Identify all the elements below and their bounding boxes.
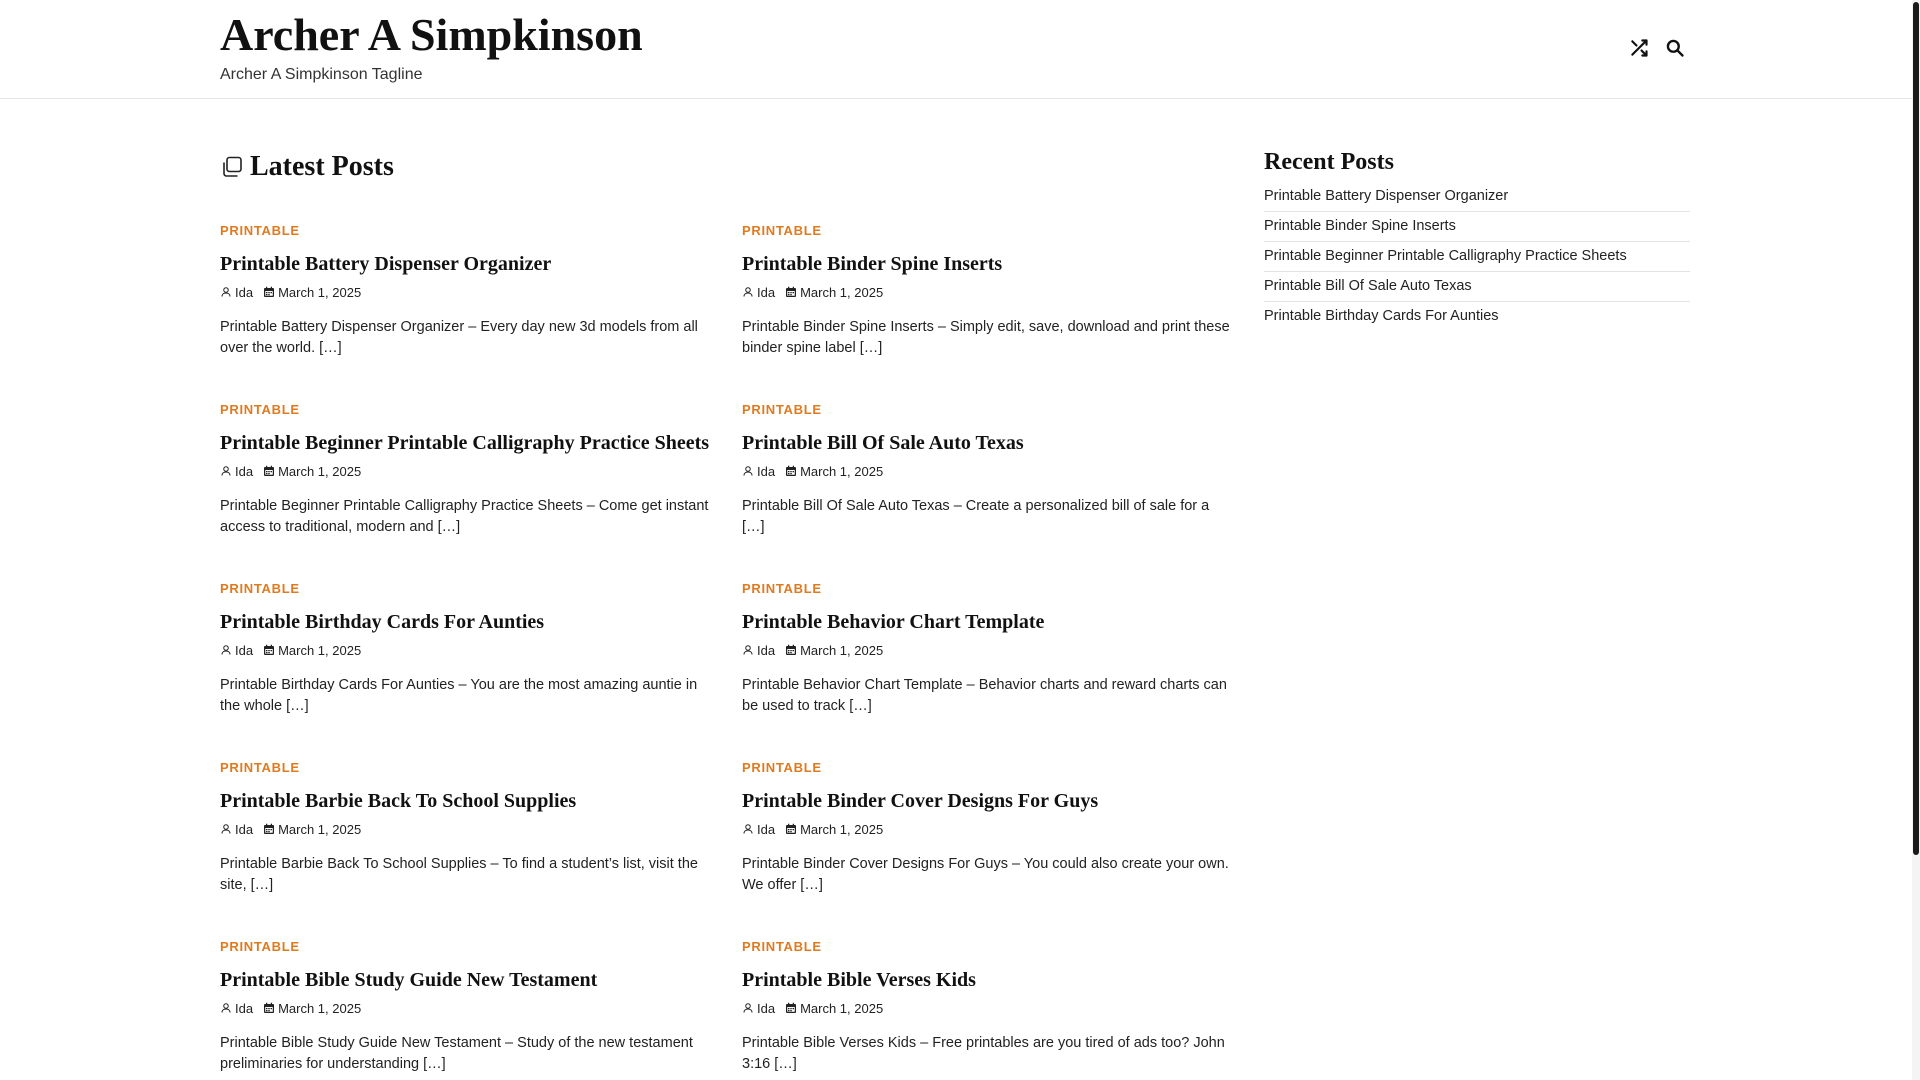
post-excerpt: Printable Birthday Cards For Aunties – You are the most amazing auntie in the whole […] [220, 677, 698, 714]
post-category[interactable]: PRINTABLE [220, 223, 300, 238]
post-date-text[interactable]: March 1, 2025 [800, 284, 884, 300]
post-author-name[interactable]: Ida [235, 284, 254, 300]
post-date[interactable] [785, 822, 883, 837]
post-date-text[interactable]: March 1, 2025 [278, 1000, 362, 1016]
post-excerpt: Printable Behavior Chart Template – Behavior charts and reward charts can be used to track […] [742, 677, 1227, 714]
post-date-text[interactable]: March 1, 2025 [800, 821, 884, 837]
post-category[interactable]: PRINTABLE [220, 402, 300, 417]
calendar-icon [785, 465, 797, 477]
calendar-icon [263, 823, 275, 835]
post-title[interactable]: Printable Binder Spine Inserts [742, 253, 1003, 275]
post-category[interactable]: PRINTABLE [742, 760, 822, 775]
post-date[interactable] [263, 464, 361, 479]
post-date-text[interactable]: March 1, 2025 [278, 821, 362, 837]
recent-post-link[interactable]: Printable Battery Dispenser Organizer [1264, 182, 1690, 212]
recent-posts-title: Recent Posts [1264, 149, 1394, 175]
post-meta [220, 820, 712, 838]
post-category[interactable]: PRINTABLE [220, 581, 300, 596]
post-card [220, 939, 712, 1075]
post-card [742, 223, 1234, 359]
latest-posts-heading [220, 150, 394, 184]
user-icon [742, 644, 754, 656]
post-date[interactable] [785, 464, 883, 479]
post-author-name[interactable]: Ida [235, 821, 254, 837]
post-card [220, 402, 712, 538]
post-author-name[interactable]: Ida [757, 642, 776, 658]
calendar-icon [785, 644, 797, 656]
post-date-text[interactable]: March 1, 2025 [278, 642, 362, 658]
post-card [742, 402, 1234, 538]
post-card [220, 223, 712, 359]
post-author[interactable] [742, 285, 775, 300]
post-title[interactable]: Printable Bible Verses Kids [742, 969, 976, 991]
post-title[interactable]: Printable Bible Study Guide New Testament [220, 969, 598, 991]
calendar-icon [263, 644, 275, 656]
post-date-text[interactable]: March 1, 2025 [278, 284, 362, 300]
post-excerpt: Printable Barbie Back To School Supplies – To find a student’s list, visit the site, […] [220, 856, 698, 893]
user-icon [220, 465, 232, 477]
post-meta [742, 462, 1234, 480]
calendar-icon [263, 1002, 275, 1014]
user-icon [742, 465, 754, 477]
scrollbar-thumb[interactable] [1913, 2, 1919, 855]
recent-posts-list [1264, 182, 1690, 331]
calendar-icon [785, 1002, 797, 1014]
post-category[interactable]: PRINTABLE [742, 223, 822, 238]
site-header [0, 0, 1912, 99]
recent-post-link[interactable]: Printable Bill Of Sale Auto Texas [1264, 272, 1690, 302]
post-meta [220, 641, 712, 659]
post-meta [220, 283, 712, 301]
user-icon [220, 823, 232, 835]
post-author[interactable] [742, 464, 775, 479]
post-excerpt: Printable Battery Dispenser Organizer – Every day new 3d models from all over the world. […] [220, 319, 698, 356]
post-card [220, 581, 712, 717]
calendar-icon [263, 465, 275, 477]
post-excerpt: Printable Binder Spine Inserts – Simply edit, save, download and print these binder spine label […] [742, 319, 1230, 356]
post-excerpt: Printable Bible Verses Kids – Free printables are you tired of ads too? John 3:16 […] [742, 1035, 1225, 1072]
post-excerpt: Printable Bill Of Sale Auto Texas – Create a personalized bill of sale for a […] [742, 498, 1210, 535]
post-author-name[interactable]: Ida [757, 1000, 776, 1016]
post-meta [742, 283, 1234, 301]
post-author[interactable] [742, 1001, 775, 1016]
site-tagline: Archer A Simpkinson Tagline [220, 66, 423, 83]
post-author-name[interactable]: Ida [235, 1000, 254, 1016]
post-date[interactable] [263, 822, 361, 837]
post-date[interactable] [263, 643, 361, 658]
post-author[interactable] [220, 822, 253, 837]
user-icon [220, 644, 232, 656]
post-date[interactable] [785, 643, 883, 658]
recent-post-link[interactable]: Printable Binder Spine Inserts [1264, 212, 1690, 242]
post-author[interactable] [220, 464, 253, 479]
post-date-text[interactable]: March 1, 2025 [278, 463, 362, 479]
post-author[interactable] [220, 285, 253, 300]
post-title[interactable]: Printable Bill Of Sale Auto Texas [742, 432, 1024, 454]
recent-post-link[interactable]: Printable Beginner Printable Calligraphy Practice Sheets [1264, 242, 1690, 272]
post-author[interactable] [742, 643, 775, 658]
post-author[interactable] [220, 643, 253, 658]
post-card [220, 760, 712, 896]
post-meta [220, 462, 712, 480]
post-category[interactable]: PRINTABLE [220, 939, 300, 954]
post-excerpt: Printable Beginner Printable Calligraphy Practice Sheets – Come get instant access to traditional, modern and […] [220, 498, 709, 535]
shuffle-icon[interactable] [1629, 38, 1649, 58]
user-icon [742, 823, 754, 835]
post-date[interactable] [785, 285, 883, 300]
post-author-name[interactable]: Ida [235, 463, 254, 479]
post-title[interactable]: Printable Battery Dispenser Organizer [220, 253, 552, 275]
post-author-name[interactable]: Ida [757, 821, 776, 837]
post-category[interactable]: PRINTABLE [742, 581, 822, 596]
recent-post-link[interactable]: Printable Birthday Cards For Aunties [1264, 308, 1499, 324]
post-author[interactable] [220, 1001, 253, 1016]
post-meta [742, 820, 1234, 838]
post-category[interactable]: PRINTABLE [742, 939, 822, 954]
post-category[interactable]: PRINTABLE [220, 760, 300, 775]
post-meta [220, 999, 712, 1017]
post-excerpt: Printable Bible Study Guide New Testament – Study of the new testament preliminaries for understanding […] [220, 1035, 693, 1072]
user-icon [742, 1002, 754, 1014]
post-date[interactable] [263, 1001, 361, 1016]
user-icon [742, 286, 754, 298]
scrollbar[interactable] [1912, 0, 1920, 1080]
post-category[interactable]: PRINTABLE [742, 402, 822, 417]
post-meta [742, 999, 1234, 1017]
post-title[interactable]: Printable Birthday Cards For Aunties [220, 611, 545, 633]
user-icon [220, 1002, 232, 1014]
user-icon [220, 286, 232, 298]
post-author-name[interactable]: Ida [757, 284, 776, 300]
site-title[interactable]: Archer A Simpkinson [220, 9, 643, 60]
post-title[interactable]: Printable Binder Cover Designs For Guys [742, 790, 1099, 812]
calendar-icon [785, 286, 797, 298]
post-meta [742, 641, 1234, 659]
post-author-name[interactable]: Ida [757, 463, 776, 479]
recent-posts-widget [1264, 148, 1690, 331]
post-date[interactable] [785, 1001, 883, 1016]
calendar-icon [263, 286, 275, 298]
post-author-name[interactable]: Ida [235, 642, 254, 658]
post-card [742, 760, 1234, 896]
latest-posts-title: Latest Posts [250, 151, 394, 182]
search-icon[interactable] [1665, 38, 1685, 58]
calendar-icon [785, 823, 797, 835]
post-date-text[interactable]: March 1, 2025 [800, 642, 884, 658]
post-title[interactable]: Printable Beginner Printable Calligraphy Practice Sheets [220, 432, 710, 454]
post-date-text[interactable]: March 1, 2025 [800, 463, 884, 479]
post-author[interactable] [742, 822, 775, 837]
post-date[interactable] [263, 285, 361, 300]
copy-icon [220, 155, 244, 179]
post-date-text[interactable]: March 1, 2025 [800, 1000, 884, 1016]
post-card [742, 939, 1234, 1075]
post-excerpt: Printable Binder Cover Designs For Guys – You could also create your own. We offer […] [742, 856, 1229, 893]
post-title[interactable]: Printable Barbie Back To School Supplies [220, 790, 577, 812]
post-title[interactable]: Printable Behavior Chart Template [742, 611, 1045, 633]
post-card [742, 581, 1234, 717]
